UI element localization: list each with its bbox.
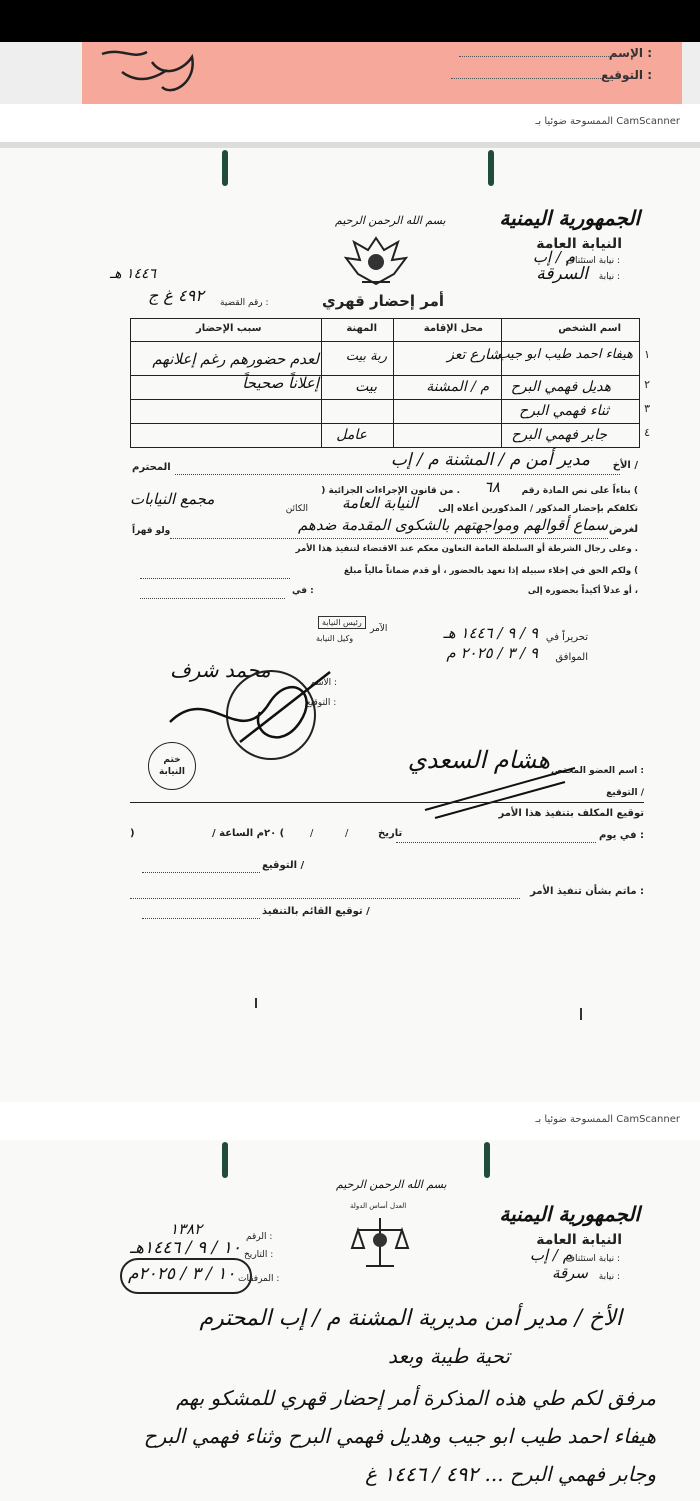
charge-value: النيابة العامة [342,494,418,512]
member-name: هشام السعدي [407,746,550,774]
emblem-caption: العدل أساس الدولة [350,1202,407,1210]
table-row-job: ربة بيت [345,349,387,364]
official-signature-label: التوقيع : [306,698,337,708]
result-label: ماتم بشأن تنفيذ الأمر : [530,886,644,897]
official-name: محمد شرف [170,658,271,682]
seal-label: ختم النيابة [158,755,186,777]
letter-line: وجابر فهمي البرح ... ٤٩٢ / ١٤٤٦ غ [365,1462,656,1486]
written-label: تحريراً في [545,632,588,643]
country-name: الجمهورية اليمنية [499,1202,640,1226]
table-row-name: هيفاء احمد طيب ابو جيب [497,347,633,362]
basmala: بسم الله الرحمن الرحيم [335,214,446,227]
brother-value: مدير أمن م / المشنة م / إب [390,450,590,470]
binder-pin [488,150,494,186]
police-line: وعلى رجال الشرطة أو السلطة العامة التعاون معكم عند الاقتضاء لتنفيذ هذا الأمر . [295,544,638,554]
brother-label: الأخ / [612,460,638,471]
table-row-job: بيت [355,379,377,395]
corresponding-value: ٩ / ٣ / ٢٠٢٥ م [446,644,538,662]
cover-letter-page [0,1140,700,1501]
year-and-hour: / ٢٠م الساعة ( [212,828,285,839]
assignee-signature-label: توقيع المكلف بتنفيذ هذا الأمر [498,808,644,819]
case-number: ٤٩٢ غ ج [148,286,204,305]
previous-page-slip [82,42,682,104]
table-row-residence: شارع تعز [447,347,501,363]
table-row-name: هديل فهمي البرح [510,379,611,395]
row-number: ٣ [644,402,650,415]
country-name: الجمهورية اليمنية [499,206,640,230]
based-on-post: ) من قانون الإجراءات الجزائية . [321,486,460,496]
col-header-job: المهنة [346,323,377,334]
appeal-label: نيابة استئناف : [565,1254,620,1264]
scanner-separator [0,1102,700,1140]
prosecution-label: نيابة : [598,1272,620,1282]
col-header-residence: محل الإقامة [423,323,483,334]
member-signature-label: التوقيع / [606,788,644,798]
based-on-pre: بناءاً على نص المادة رقم ( [521,486,638,496]
state-emblem-icon [340,232,412,290]
letter-line: تحية طيبة وبعد [387,1344,510,1368]
signature2-label: التوقيع / [262,860,305,871]
camscanner-watermark: الممسوحة ضوئيا بـ CamScanner [535,116,680,127]
purpose-label: لغرض [608,524,638,535]
date-label: تاريخ [378,828,403,839]
table-row-name: جابر فهمي البرح [511,427,607,443]
letter-line: مرفق لكم طي هذه المذكرة أمر إحضار قهري للمشكو بهم [176,1386,656,1410]
persons-table [130,318,640,448]
prosecution-value: السرقة [536,264,588,284]
row-number: ٢ [644,378,650,391]
day-label: في يوم : [599,830,644,841]
executor-signature-label: توقيع القائم بالتنفيذ / [262,906,370,917]
located-label: الكائن [285,504,308,514]
on-label: في : [292,586,314,596]
slip-handwritten-signature [92,42,212,102]
row-number: ٤ [644,426,650,439]
col-header-reason: سبب الإحضار [196,323,262,334]
issuer-label: الآمر [370,624,388,634]
letter-line: الأخ / مدير أمن مديرية المشنة م / إب المحترم [199,1306,622,1331]
close-paren: ) [130,828,135,839]
number-label: الرقم : [246,1232,273,1242]
scanner-separator [0,104,700,142]
appeal-value: م / إب [532,248,575,266]
row-number: ١ [644,348,650,361]
binder-pin [222,1142,228,1178]
prosecution-label: نيابة : [598,272,620,282]
office-name: النيابة العامة [536,236,622,252]
document-title: أمر إحضار قهري [322,292,445,310]
binder-pin [222,150,228,186]
letter-line: هيفاء احمد طيب ابو جيب وهديل فهمي البرح وثناء فهمي البرح [143,1424,656,1448]
case-label: رقم القضية : [220,298,269,308]
col-header-name: اسم الشخص [558,323,621,334]
issuer-option-b: وكيل النيابة [316,634,354,643]
office-name: النيابة العامة [536,1232,622,1248]
slip-name-row: الإسم : [455,46,652,60]
official-name-label: الاسم : [310,678,338,688]
forcibly-label: ولو قهراً [132,526,171,536]
basmala: بسم الله الرحمن الرحيم [336,1178,447,1191]
article-number: ٦٨ [483,478,500,496]
appeal-value: م / إب [529,1246,572,1264]
date-value: ١٠ / ٩ / ١٤٤٦هـ [130,1238,241,1258]
summons-order-page: الجمهورية اليمنية النيابة العامة نيابة استئناف : م / إب نيابة : السرقة بسم الله الرحمن الرحيم أمر إحضار قهري رقم القضية : ٤٩٢ غ ج ١٤٤٦ هـ اسم الشخص محل الإقامة المهنة سبب الإحضار هيفاء احمد طيب ابو جيب شارع تعز ربة بيت هديل فهمي البرح م / المشنة بيت ثناء فهمي البرح جابر فهمي البرح عامل لعدم حضورهم رغم إعلانهم إعلاناً صحيحاً ١ ٢ ٣ ٤ الأخ / مدير أمن م / المشنة م / إب المحترم بناءاً على نص المادة رقم ( ٦٨ ) من قانون الإجراءات الجزائية . تكلفكم بإحضار المذكور / المذكورين أعلاه إلى النيابة العامة الكائن مجمع النيابات لغرض سماع أقوالهم ومواجهتهم بالشكوى المقدمة ضدهم ولو قهراً وعلى رجال الشرطة أو السلطة العامة التعاون معكم عند الاقتضاء لتنفيذ هذا الأمر . ولكم الحق في إخلاء سبيله إذا تعهد بالحضور ، أو قدم ضماناً مالياً مبلغ ( أو عدلاً أكيداً بحضوره إلى ، في : تحريراً في ٩ / ٩ / ١٤٤٦ هـ الموافق ٩ / ٣ / ٢٠٢٥ م الآمر رئيس النيابة وكيل النيابة محمد شرف الاسم : التوقيع : ختم النيابة اسم العضو المختص : هشام السعدي التوقيع / توقيع المكلف بتنفيذ هذا الأمر في يوم : تاريخ / / / ٢٠م الساعة ( ) التوقيع / ماتم بشأن تنفيذ الأمر : توقيع القائم بالتنفيذ / [0,142,700,1102]
corresponding-label: الموافق [555,652,588,663]
table-row-reason: لعدم حضورهم رغم إعلانهم إعلاناً صحيحاً [152,350,319,392]
charge-line: تكلفكم بإحضار المذكور / المذكورين أعلاه إلى [438,504,638,514]
table-row-residence: م / المشنة [426,379,489,395]
or-else-line: أو عدلاً أكيداً بحضوره إلى ، [527,586,638,596]
appeal-label: نيابة استئناف : [565,256,620,266]
prosecution-value: سرقة [551,1264,588,1282]
attachments-label: المرفقات : [238,1274,280,1284]
attachments-value: ١٠ / ٣ / ٢٠٢٥م [128,1264,236,1284]
binder-pin [484,1142,490,1178]
respected-label: المحترم [132,462,171,473]
issuer-option-a: رئيس النيابة [318,616,366,629]
camscanner-watermark: الممسوحة ضوئيا بـ CamScanner [535,1114,680,1125]
scales-emblem-icon [350,1214,410,1272]
member-label: اسم العضو المختص : [551,766,644,776]
release-line: ولكم الحق في إخلاء سبيله إذا تعهد بالحضور ، أو قدم ضماناً مالياً مبلغ ( [343,566,638,576]
purpose-value: سماع أقوالهم ومواجهتهم بالشكوى المقدمة ضدهم [297,516,608,534]
top-black-bar [0,0,700,42]
number-value: ١٣٨٢ [170,1220,203,1238]
slip-signature-row: التوقيع : [447,68,652,82]
table-row-name: ثناء فهمي البرح [519,403,609,419]
case-year: ١٤٤٦ هـ [110,266,157,282]
table-row-job: عامل [336,427,367,443]
written-hijri: ٩ / ٩ / ١٤٤٦ هـ [443,624,538,642]
date-label: التاريخ : [244,1250,274,1260]
located-value: مجمع النيابات [130,490,215,508]
